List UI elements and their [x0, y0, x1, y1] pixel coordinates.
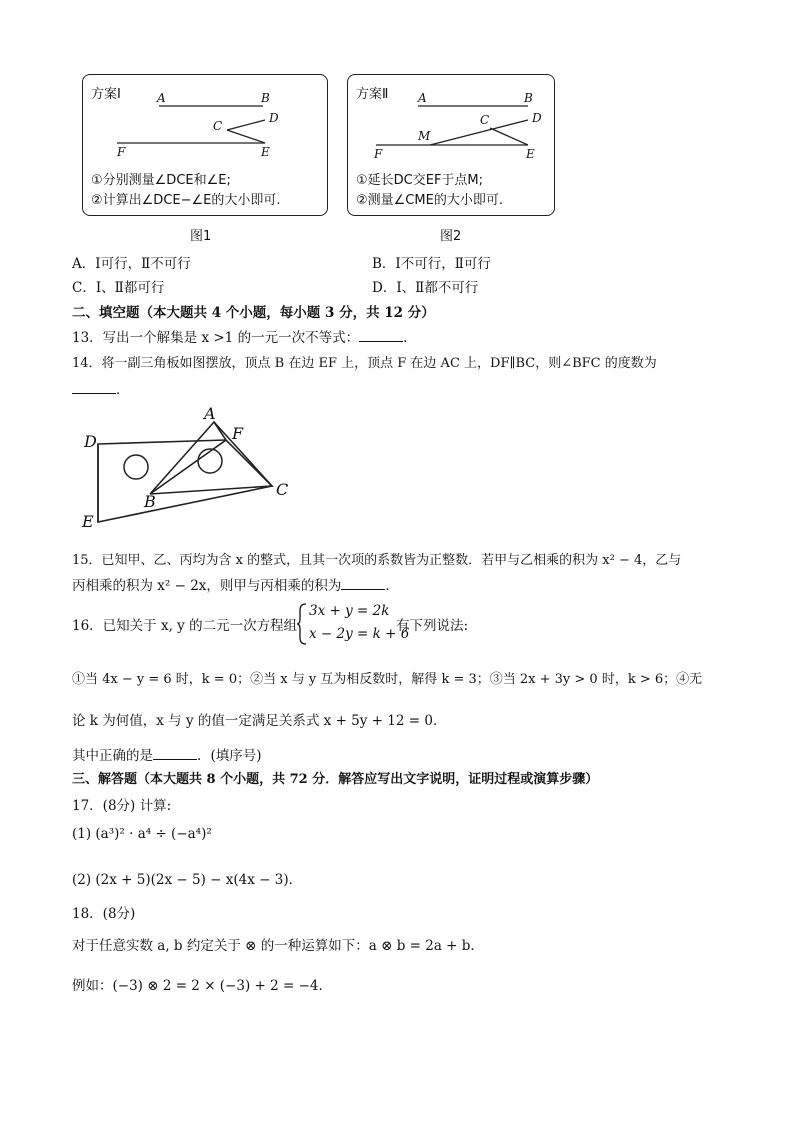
section-2-title: 二、填空题（本大题共 4 个小题，每小题 3 分，共 12 分）: [72, 305, 435, 321]
question-14-line-2: [72, 378, 130, 398]
question-15-line-2: [72, 574, 399, 594]
question-13-text: 13．写出一个解集是 x >1 的一元一次不等式：: [72, 330, 360, 346]
option-d: D．Ⅰ、Ⅱ都不可行: [372, 280, 479, 296]
figure-2-label-b: B: [524, 91, 533, 105]
option-a: A．Ⅰ可行，Ⅱ不可行: [72, 256, 191, 272]
figure-2-caption: 图2: [440, 229, 462, 244]
figure-2-label-a: A: [418, 91, 427, 105]
label-a: A: [204, 404, 216, 423]
question-16-answer-text: 其中正确的是: [72, 748, 153, 764]
question-13-end: ．: [403, 330, 417, 346]
figure-1-title: 方案Ⅰ: [91, 87, 121, 102]
figure-2-step-1: ①延长DC交EF于点M;: [356, 173, 484, 188]
figure-1: [82, 74, 328, 216]
answer-blank: [359, 329, 403, 342]
figure-2-label-c: C: [480, 113, 490, 127]
figure-1-caption: 图1: [190, 229, 212, 244]
question-15-text: 丙相乘的积为 x² − 2x，则甲与丙相乘的积为: [72, 578, 342, 594]
answer-blank: [341, 577, 385, 590]
question-18-line-2: 例如：(−3) ⊗ 2 = 2 × (−3) + 2 = −4．: [72, 978, 333, 994]
answer-blank: [153, 747, 197, 760]
question-13: [72, 326, 417, 346]
equation-1: 3x + y = 2k: [309, 603, 390, 619]
figure-2: [347, 74, 555, 216]
figure-2-label-m: M: [418, 129, 431, 143]
label-c: C: [276, 480, 289, 499]
question-18-line-1: 对于任意实数 a, b 约定关于 ⊗ 的一种运算如下：a ⊗ b = 2a + b．: [72, 938, 484, 954]
question-14-end: ．: [116, 382, 130, 398]
figure-1-label-f: F: [117, 145, 126, 159]
question-16-prefix: 16．已知关于 x, y 的二元一次方程组: [72, 618, 298, 634]
equation-brace: [296, 602, 308, 646]
option-c: C．Ⅰ、Ⅱ都可行: [72, 280, 165, 296]
question-16-line-2: ①当 4x − y = 6 时，k = 0；②当 x 与 y 互为相反数时，解得 k = 3；③当 2x + 3y > 0 时，k > 6；④无: [72, 672, 703, 687]
triangle-diagram: [76, 404, 296, 532]
section-3-title: 三、解答题（本大题共 8 个小题，共 72 分．解答应写出文字说明，证明过程或演算步骤）: [72, 772, 599, 787]
figure-1-label-a: A: [157, 91, 166, 105]
question-17-head: 17．(8分) 计算:: [72, 798, 172, 814]
question-15-line-1: 15．已知甲、乙、丙均为含 x 的整式，且其一次项的系数皆为正整数．若甲与乙相乘的积为 x² − 4，乙与: [72, 553, 682, 568]
question-17-part-2: (2) (2x + 5)(2x − 5) − x(4x − 3)．: [72, 872, 303, 888]
label-e: E: [82, 512, 94, 531]
figure-1-step-1: ①分别测量∠DCE和∠E;: [91, 173, 231, 188]
equation-2: x − 2y = k + 6: [309, 626, 410, 642]
figure-1-step-2: ②计算出∠DCE−∠E的大小即可.: [91, 193, 281, 208]
figure-2-label-d: D: [532, 111, 542, 125]
question-17-part-1: (1) (a³)² · a⁴ ÷ (−a⁴)²: [72, 826, 212, 842]
figure-2-step-2: ②测量∠CME的大小即可.: [356, 193, 503, 208]
figure-1-label-c: C: [213, 119, 223, 133]
figure-2-label-f: F: [374, 147, 383, 161]
question-16-suffix: 有下列说法:: [396, 618, 469, 634]
answer-blank: [72, 381, 116, 394]
figure-2-label-e: E: [526, 147, 535, 161]
figure-2-title: 方案Ⅱ: [356, 87, 389, 102]
question-18-head: 18．(8分): [72, 906, 136, 922]
figure-1-label-b: B: [261, 91, 270, 105]
option-b: B．Ⅰ不可行，Ⅱ可行: [372, 256, 491, 272]
figure-1-label-e: E: [261, 145, 270, 159]
label-d: D: [84, 432, 97, 451]
question-16-answer-end: ．(填序号): [197, 748, 262, 764]
label-b: B: [144, 492, 156, 511]
question-14-figure: [76, 404, 296, 532]
question-14-line-1: 14．将一副三角板如图摆放，顶点 B 在边 EF 上，顶点 F 在边 AC 上，DF∥BC，则∠BFC 的度数为: [72, 356, 657, 371]
figure-1-label-d: D: [269, 111, 279, 125]
question-15-end: ．: [385, 578, 399, 594]
question-16-line-3: 论 k 为何值，x 与 y 的值一定满足关系式 x + 5y + 12 = 0．: [72, 713, 447, 729]
question-16-answer: [72, 744, 262, 764]
label-f: F: [232, 424, 244, 443]
